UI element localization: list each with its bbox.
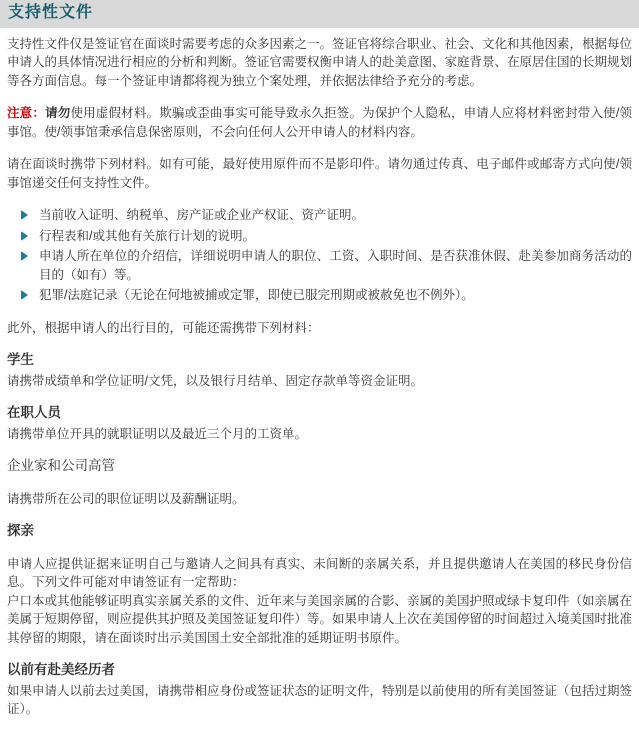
list-item: [21, 286, 632, 305]
notice-bold-text: 请勿: [45, 106, 71, 120]
section-body-family-visit: [7, 555, 632, 648]
notice-rest-text: 使用虚假材料。欺骗或歪曲事实可能导致永久拒签。为保护个人隐私，申请人应将材料密封带入使/领事馆。使/领事馆秉承信息保密原则，不会向任何人公开申请人的材料内容。: [7, 106, 632, 139]
section-heading-employed: 在职人员: [7, 405, 61, 420]
section-executives: [7, 457, 632, 508]
document-body: [0, 35, 639, 743]
section-heading-family-visit: 探亲: [7, 523, 34, 538]
section-heading-students: 学生: [7, 352, 34, 367]
section-heading-executives: 企业家和公司高管: [7, 458, 115, 473]
arrow-right-icon: [21, 210, 28, 220]
arrow-right-icon: [21, 290, 28, 300]
section-body-employed: 请携带单位开具的就职证明以及最近三个月的工资单。: [7, 426, 308, 441]
section-family-visit: [7, 522, 632, 647]
list-item-text: 申请人所在单位的介绍信，详细说明申请人的职位、工资、入职时间、是否获准休假、赴美参加商务活动的目的（如有）等。: [39, 249, 632, 282]
list-item: [21, 206, 632, 225]
list-item-text: 当前收入证明、纳税单、房产证或企业产权证、资产证明。: [39, 208, 365, 222]
list-item-text: 犯罪/法庭记录（无论在何地被捕或定罪，即使已服完刑期或被赦免也不例外）。: [39, 288, 474, 302]
intro-paragraph: 支持性文件仅是签证官在面谈时需要考虑的众多因素之一。签证官将综合职业、社会、文化和其他因素，根据每位申请人的具体情况进行相应的分析和判断。签证官需要权衡申请人的赴美意图、家庭背景、在原居住国的长期规划等各方面信息。每一个签证申请都将视为独立个案处理，并依据法律给予充分的考虑。: [7, 36, 633, 88]
section-students: [7, 351, 632, 390]
notice-paragraph: [7, 104, 632, 141]
section-body-executives: 请携带所在公司的职位证明以及薪酬证明。: [7, 491, 245, 506]
section-previous-travelers: [7, 661, 632, 719]
section-body-students: 请携带成绩单和学位证明/文凭，以及银行月结单、固定存款单等资金证明。: [7, 373, 423, 388]
arrow-right-icon: [21, 251, 28, 261]
family-visit-body-line1: 申请人应提供证据来证明自己与邀请人之间具有真实、未间断的亲属关系，并且提供邀请人在美国的移民身份信息。下列文件可能对申请签证有一定帮助：: [7, 556, 632, 589]
list-item-text: 行程表和/或其他有关旅行计划的说明。: [39, 228, 255, 243]
list-item: [21, 227, 632, 246]
list-item: [21, 247, 632, 284]
bring-materials-paragraph: 请在面谈时携带下列材料。如有可能，最好使用原件而不是影印件。请勿通过传真、电子邮件或邮寄方式向使/领事馆递交任何支持性文件。: [7, 157, 632, 190]
notice-label: 注意：: [7, 106, 46, 120]
title-bar: [0, 0, 639, 28]
materials-list: [7, 206, 632, 305]
section-heading-previous-travelers: 以前有赴美经历者: [7, 662, 115, 677]
arrow-right-icon: [21, 231, 28, 241]
family-visit-body-line2: 户口本或其他能够证明真实亲属关系的文件、近年来与美国亲属的合影、亲属的美国护照或绿卡复印件（如亲属在美属于短期停留，则应提供其护照及美国签证复印件）等。如果申请人上次在美国停留的时间超过入境美国时批准其停留的期限，请在面谈时出示美国国土安全部批准的延期证明书原件。: [7, 593, 633, 645]
additional-materials-paragraph: 此外，根据申请人的出行目的，可能还需携带下列材料：: [7, 320, 320, 335]
section-employed: [7, 404, 632, 443]
page-title: 支持性文件: [8, 4, 94, 21]
section-body-previous-travelers: 如果申请人以前去过美国，请携带相应身份或签证状态的证明文件，特别是以前使用的所有美国签证（包括过期签证）。: [7, 683, 633, 716]
